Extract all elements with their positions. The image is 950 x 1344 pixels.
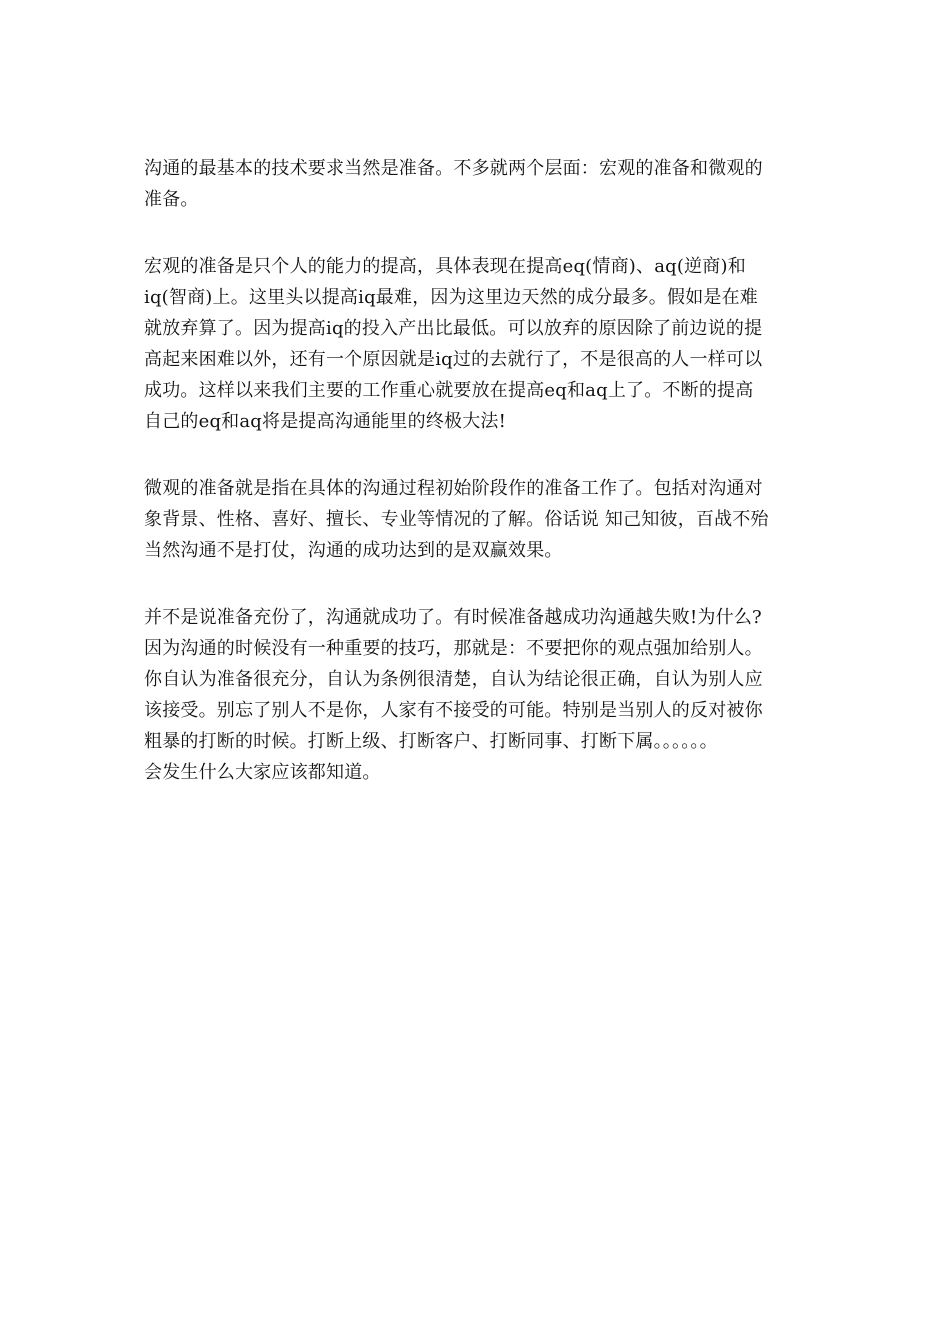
text-line: 就放弃算了。因为提高iq的投入产出比最低。可以放弃的原因除了前边说的提 — [144, 318, 763, 339]
text-line: 宏观的准备是只个人的能力的提高，具体表现在提高eq(情商)、aq(逆商)和 — [144, 256, 746, 277]
text-line: 沟通的最基本的技术要求当然是准备。不多就两个层面：宏观的准备和微观的 — [144, 158, 763, 179]
text-line: 并不是说准备充份了，沟通就成功了。有时候准备越成功沟通越失败!为什么? — [144, 607, 762, 628]
text-line: 准备。 — [144, 189, 199, 210]
text-line: iq(智商)上。这里头以提高iq最难，因为这里边天然的成分最多。假如是在难 — [144, 287, 759, 308]
text-line: 象背景、性格、喜好、擅长、专业等情况的了解。俗话说 知己知彼，百战不殆 — [144, 509, 769, 530]
paragraph-4 — [144, 602, 808, 788]
paragraph-3 — [144, 473, 808, 566]
text-line: 该接受。别忘了别人不是你，人家有不接受的可能。特别是当别人的反对被你 — [144, 700, 763, 721]
text-line: 高起来困难以外，还有一个原因就是iq过的去就行了，不是很高的人一样可以 — [144, 349, 763, 370]
paragraph-2 — [144, 251, 808, 437]
text-line: 自己的eq和aq将是提高沟通能里的终极大法! — [144, 411, 507, 432]
text-line: 当然沟通不是打仗，沟通的成功达到的是双赢效果。 — [144, 540, 563, 561]
text-line: 会发生什么大家应该都知道。 — [144, 762, 381, 783]
paragraph-1 — [144, 153, 808, 215]
text-line: 粗暴的打断的时候。打断上级、打断客户、打断同事、打断下属。。。。。。 — [144, 731, 718, 752]
text-line: 因为沟通的时候没有一种重要的技巧，那就是：不要把你的观点强加给别人。 — [144, 638, 763, 659]
text-line: 你自认为准备很充分，自认为条例很清楚，自认为结论很正确，自认为别人应 — [144, 669, 763, 690]
text-line: 成功。这样以来我们主要的工作重心就要放在提高eq和aq上了。不断的提高 — [144, 380, 754, 401]
text-line: 微观的准备就是指在具体的沟通过程初始阶段作的准备工作了。包括对沟通对 — [144, 478, 763, 499]
document-body — [144, 153, 808, 824]
